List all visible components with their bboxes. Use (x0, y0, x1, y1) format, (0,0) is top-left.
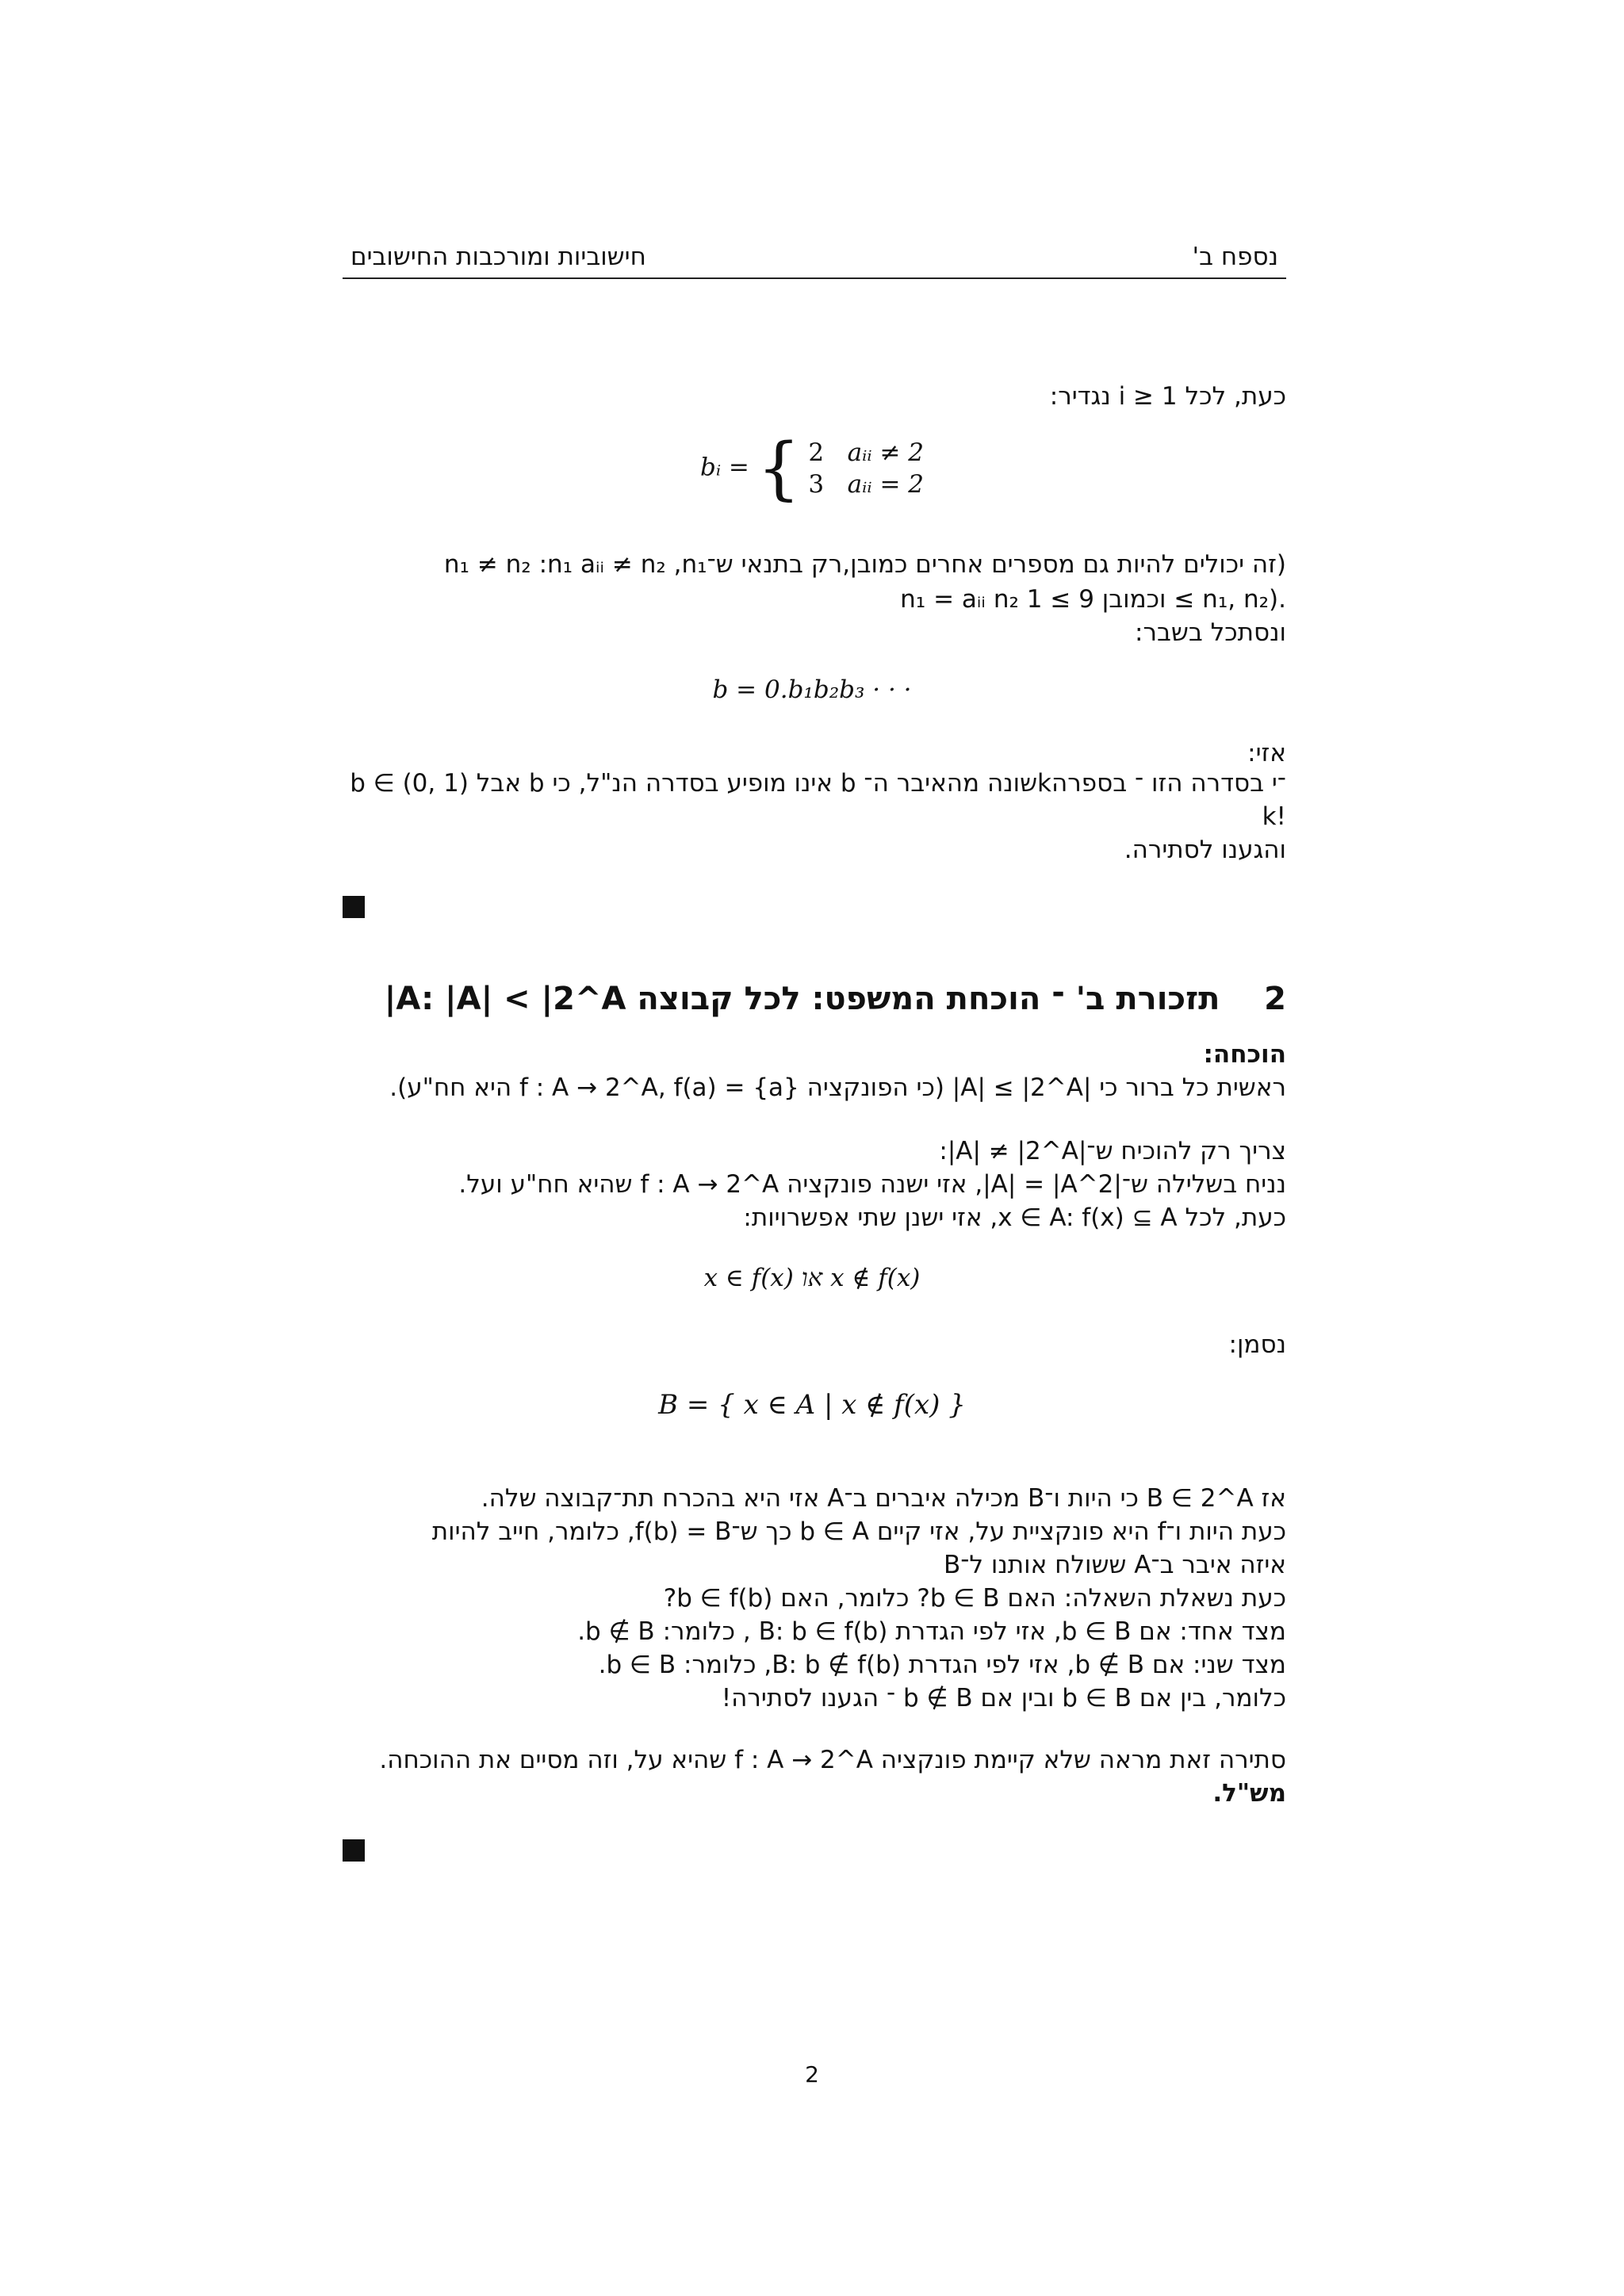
case1-condition: aᵢᵢ ≠ 2 (847, 438, 925, 467)
note-line-2: n₁ = aᵢᵢ n₂ וכמובן 9 ≥ 1 ≤ n₁, n₂). (900, 585, 1286, 614)
brace: { (756, 429, 801, 508)
fraction-intro: ונסתכל בשבר: (1135, 618, 1286, 647)
proof-line-9: מצד אחד: אם b ∈ B, אזי לפי הגדרת B: b ∈ f(b) , כלומר: b ∉ B. (577, 1617, 1286, 1646)
proof-line-10: מצד שני: אם b ∉ B, אזי לפי הגדרת B: b ∉ f(b), כלומר: b ∈ B. (598, 1651, 1286, 1679)
section-title: תזכורת ב' ־ הוכחת המשפט: לכל קבוצה A: |A| < |2^A| (384, 981, 1220, 1017)
proof-line-3: נניח בשלילה ש־|2^A| = |A|, אזי ישנה פונקציה f : A → 2^A שהיא חח"ע ועל. (458, 1170, 1286, 1199)
case2-condition: aᵢᵢ = 2 (847, 470, 925, 499)
page-number: 2 (805, 2061, 819, 2087)
intro-line: כעת, לכל i ≥ 1 נגדיר: (1049, 382, 1286, 411)
cases-block (808, 437, 924, 500)
qed-text: מש"ל. (1212, 1779, 1286, 1808)
denote-label: נסמן: (1228, 1330, 1286, 1359)
header-chapter: נספח ב' (1192, 243, 1278, 271)
section-number: 2 (1264, 981, 1286, 1017)
B-definition: B = { x ∈ A | x ∉ f(x) } (658, 1389, 966, 1421)
claim-line-2: k! (1262, 802, 1286, 831)
proof-line-7: איזה איבר ב־A ששולח אותנו ל־B (943, 1551, 1286, 1579)
proof-line-1: ראשית כל ברור כי |A| ≤ |2^A| (כי הפונקציה f : A → 2^A, f(a) = {a} היא חח"ע). (389, 1073, 1286, 1102)
running-header (343, 243, 1286, 279)
proof-line-6: כעת היות ו־f היא פונקציית על, אזי קיים b ∈ A כך ש־f(b) = B, כלומר, חייב להיות (431, 1517, 1286, 1546)
proof-line-11: כלומר, בין אם b ∈ B ובין אם b ∉ B ־ הגענו לסתירה! (721, 1684, 1286, 1712)
case1-value: 2 (808, 438, 825, 467)
proof-line-12: סתירה זאת מראה שלא קיימת פונקציה f : A → 2^A שהיא על, וזה מסיים את ההוכחה. (379, 1746, 1286, 1774)
proof-label: הוכחה: (1203, 1040, 1286, 1069)
proof-line-5: אז B ∈ 2^A כי היות ו־B מכילה איברים ב־A אזי היא בהכרח תת־קבוצה שלה. (481, 1484, 1286, 1513)
options-line: x ∈ f(x) או x ∉ f(x) (703, 1264, 921, 1292)
bi-definition (0, 429, 1624, 530)
bi-lhs: bᵢ = (699, 453, 749, 482)
b-definition: b = 0.b₁b₂b₃ · · · (712, 675, 912, 704)
contradiction-line: והגענו לסתירה. (1124, 836, 1286, 864)
proof-line-2: צריך רק להוכיח ש־|A| ≠ |2^A|: (939, 1137, 1286, 1165)
note-line-1: (זה יכולים להיות גם מספרים אחרים כמובן,רק בתנאי ש־n₁ ≠ n₂ :n₁ aᵢᵢ ≠ n₂ ,n₁ (443, 550, 1286, 579)
section-heading (343, 974, 1286, 1024)
qed-square (343, 896, 365, 918)
then-label: אזי: (1247, 739, 1286, 767)
qed-square-2 (343, 1839, 365, 1862)
header-title: חישוביות ומורכבות החישובים (350, 243, 646, 271)
case2-value: 3 (808, 470, 825, 499)
proof-line-4: כעת, לכל x ∈ A: f(x) ⊆ A, אזי ישנן שתי אפשרויות: (743, 1203, 1286, 1232)
proof-line-8: כעת נשאלת השאלה: האם b ∈ B? כלומר, האם b ∈ f(b)? (663, 1584, 1286, 1613)
claim-line-1: b ∈ (0, 1) אבל b אינו מופיע בסדרה הנ"ל, כי b שונה מהאיבר ה־k־י בסדרה הזו ־ בספרה (350, 769, 1286, 798)
